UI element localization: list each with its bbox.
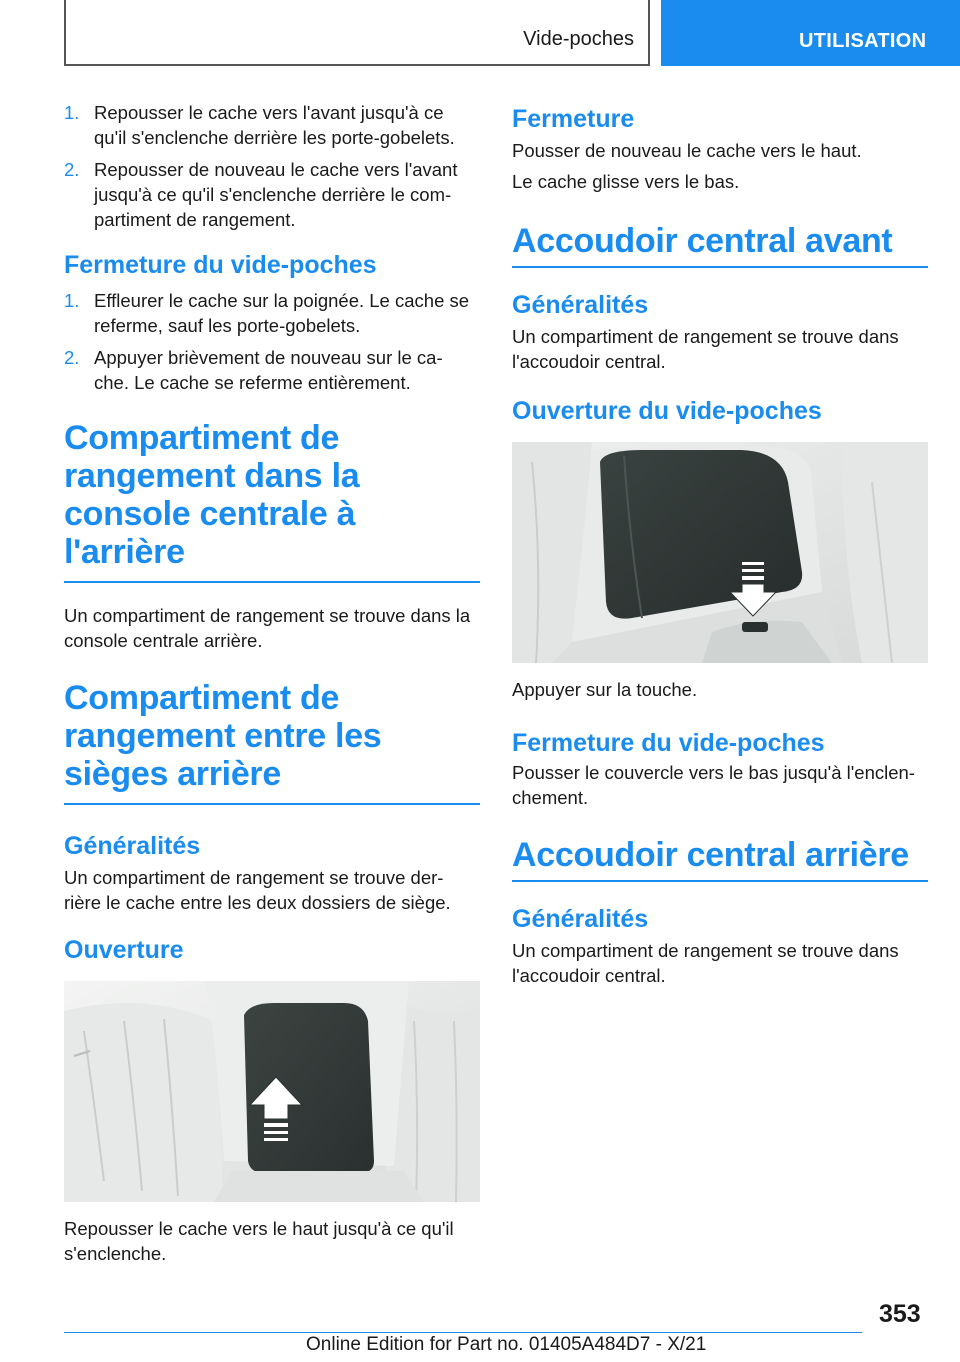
list-item: 2. Repousser de nouveau le cache vers l'avant jusqu'à ce qu'il s'enclenche derrière le com- partiment de rangement.: [64, 159, 458, 230]
opening-heading: Ouverture du vide-poches: [512, 397, 822, 425]
list-item: 1. Effleurer le cache sur la poignée. Le cache se referme, sauf les porte-gobelets.: [64, 290, 470, 336]
generalites-heading: Généralités: [512, 291, 649, 319]
page-number: 353: [879, 1300, 921, 1328]
rear-seat-illustration: [64, 981, 480, 1202]
header-chapter-label: UTILISATION: [799, 30, 927, 52]
generalites-heading: Généralités: [512, 905, 649, 933]
header-chapter-tab: [661, 0, 960, 66]
closing-heading: Fermeture du vide-poches: [512, 729, 825, 757]
section-rule: [64, 581, 480, 583]
generalites-heading: Généralités: [64, 832, 201, 860]
list-item: 1. Repousser le cache vers l'avant jusqu'à ce qu'il s'enclenche derrière les porte-gobelets.: [64, 102, 455, 148]
right-column: [512, 100, 928, 988]
rear-console-heading: Compartiment de rangement dans la console centrale à l'arrière: [64, 419, 360, 571]
header-section-label: Vide-poches: [523, 28, 634, 50]
opening-heading: Ouverture: [64, 936, 184, 964]
generalites-text: Un compartiment de rangement se trouve dans l'accoudoir central.: [512, 326, 899, 372]
generalites-text: Un compartiment de rangement se trouve der- rière le cache entre les deux dossiers de siège.: [64, 867, 451, 913]
closing-steps-list: [64, 288, 480, 395]
section-rule: [512, 880, 928, 882]
fermeture-text-2: Le cache glisse vers le bas.: [512, 171, 740, 192]
section-rule: [64, 803, 480, 805]
section-rule: [512, 266, 928, 268]
footer-rule: [64, 1332, 862, 1333]
between-seats-heading: Compartiment de rangement entre les sièges arrière: [64, 679, 382, 793]
rear-seat-cover-photo: [64, 981, 480, 1202]
generalites-text: Un compartiment de rangement se trouve dans l'accoudoir central.: [512, 940, 899, 986]
opening-steps-list: [64, 100, 480, 232]
edition-label: Online Edition for Part no. 01405A484D7 - X/21: [306, 1334, 707, 1355]
list-item: 2. Appuyer brièvement de nouveau sur le ca- che. Le cache se referme entièrement.: [64, 347, 443, 393]
closing-heading: Fermeture du vide-poches: [64, 251, 377, 279]
front-armrest-photo: [512, 442, 928, 663]
rear-armrest-heading: Accoudoir central arrière: [512, 836, 909, 874]
fermeture-text-1: Pousser de nouveau le cache vers le haut.: [512, 140, 862, 161]
front-armrest-heading: Accoudoir central avant: [512, 222, 893, 260]
right-image-caption: Appuyer sur la touche.: [512, 679, 698, 700]
front-armrest-illustration: [512, 442, 928, 663]
header-section-tab: [64, 0, 650, 66]
fermeture-heading: Fermeture: [512, 105, 635, 133]
left-image-caption: Repousser le cache vers le haut jusqu'à ce qu'il s'enclenche.: [64, 1218, 454, 1264]
rear-console-text: Un compartiment de rangement se trouve dans la console centrale arrière.: [64, 605, 471, 651]
left-column: [64, 100, 480, 1266]
closing-text: Pousser le couvercle vers le bas jusqu'à l'enclen- chement.: [512, 762, 915, 808]
